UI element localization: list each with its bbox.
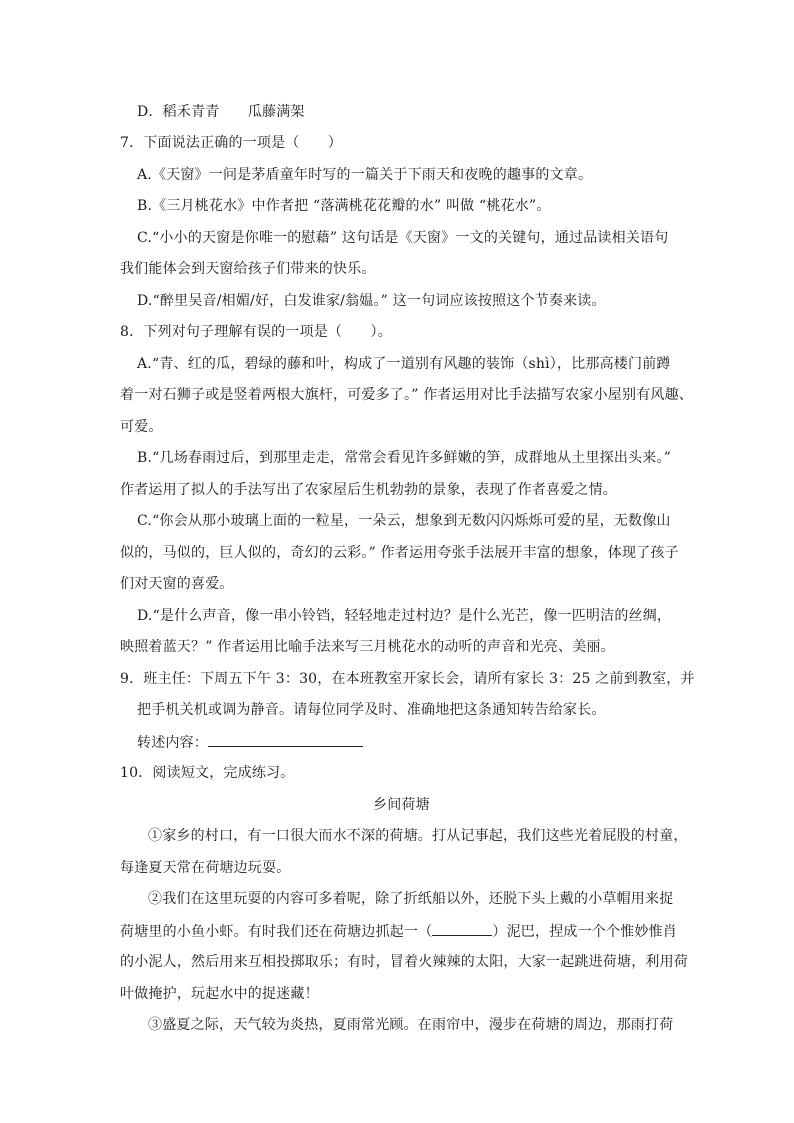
q8-option-a: A.“青、红的瓜，碧绿的藤和叶，构成了一道别有风趣的装饰（shì），比那高楼门前蹲 (137, 356, 671, 372)
passage-p2-cont-before: 荷塘里的小鱼小虾。有时我们还在荷塘边抓起一（ (120, 924, 433, 940)
q7-option-a: A.《天窗》一问是茅盾童年时写的一篇关于下雨天和夜晚的趣事的文章。 (137, 167, 593, 183)
q9-stem-cont: 把手机关机或调为静音。请每位同学及时、准确地把这条通知转告给家长。 (137, 702, 606, 718)
q7-option-b: B.《三月桃花水》中作者把 “落满桃花花瓣的水” 叫做 “桃花水”。 (137, 198, 551, 214)
q8-option-b: B.“几场春雨过后，到那里走走，常常会看见许多鲜嫩的笋，成群地从土里探出头来。” (137, 450, 672, 466)
q8-stem: 8．下列对句子理解有误的一项是（ ）。 (120, 324, 392, 340)
q8-option-a-cont: 着一对石狮子或是竖着两根大旗杆，可爱多了。” 作者运用对比手法描写农家小屋别有风趣、 (120, 387, 694, 403)
q8-option-b-cont: 作者运用了拟人的手法写出了农家屋后生机勃勃的景象，表现了作者喜爱之情。 (120, 482, 617, 498)
passage-p2-cont (120, 921, 677, 942)
passage-p1: ①家乡的村口，有一口很大而水不深的荷塘。打从记事起，我们这些光着屁股的村童， (148, 828, 688, 844)
q7-option-c-cont: 我们能体会到天窗给孩子们带来的快乐。 (120, 261, 376, 277)
q8-option-d: D.“是什么声音，像一串小铃铛，轻轻地走过村边？是什么光芒，像一匹明洁的丝绸， (137, 608, 672, 624)
passage-p3: ③盛夏之际，天气较为炎热，夏雨常光顾。在雨帘中，漫步在荷塘的周边，那雨打荷 (148, 1017, 674, 1033)
passage-p2-cont2: 的小泥人，然后用来互相投掷取乐；有时，冒着火辣辣的太阳，大家一起跳进荷塘，利用荷 (120, 954, 688, 970)
q9-answer-blank[interactable] (208, 732, 363, 747)
q8-option-c-cont2: 们对天窗的喜爱。 (120, 576, 234, 592)
passage-p1-cont: 每逢夏天常在荷塘边玩耍。 (120, 860, 291, 876)
q7-option-d: D.“醉里吴音/相媚/好，白发谁家/翁媪。” 这一句词应该按照这个节奏来读。 (137, 293, 606, 309)
q7-stem: 7．下面说法正确的一项是（ ） (120, 135, 343, 151)
q10-stem: 10．阅读短文，完成练习。 (120, 765, 295, 781)
q8-option-a-cont2: 可爱。 (120, 419, 163, 435)
passage-p2: ②我们在这里玩耍的内容可多着呢，除了折纸船以外，还脱下头上戴的小草帽用来捉 (148, 891, 674, 907)
passage-title: 乡间荷塘 (373, 797, 430, 813)
q7-option-c: C.“小小的天窗是你唯一的慰藉” 这句话是《天窗》一文的关键句，通过品读相关语句 (137, 230, 669, 246)
q9-answer-row (137, 732, 363, 753)
q6-option-d: D．稻禾青青 瓜藤满架 (137, 104, 305, 120)
q8-option-c-cont: 似的，马似的，巨人似的，奇幻的云彩。” 作者运用夸张手法展开丰富的想象，体现了孩子 (120, 545, 679, 561)
passage-fill-blank[interactable] (432, 921, 492, 936)
passage-p2-cont3: 叶做掩护，玩起水中的捉迷藏！ (120, 986, 319, 1002)
q9-answer-label: 转述内容： (137, 735, 208, 751)
q8-option-c: C.“你会从那小玻璃上面的一粒星，一朵云，想象到无数闪闪烁烁可爱的星，无数像山 (137, 513, 671, 529)
passage-p2-cont-after: ）泥巴，捏成一个个惟妙惟肖 (492, 924, 678, 940)
q8-option-d-cont: 映照着蓝天？” 作者运用比喻手法来写三月桃花水的动听的声音和光亮、美丽。 (120, 639, 615, 655)
q9-stem: 9．班主任：下周五下午 3：30，在本班教室开家长会，请所有家长 3：25 之前到教室，并 (120, 671, 695, 687)
